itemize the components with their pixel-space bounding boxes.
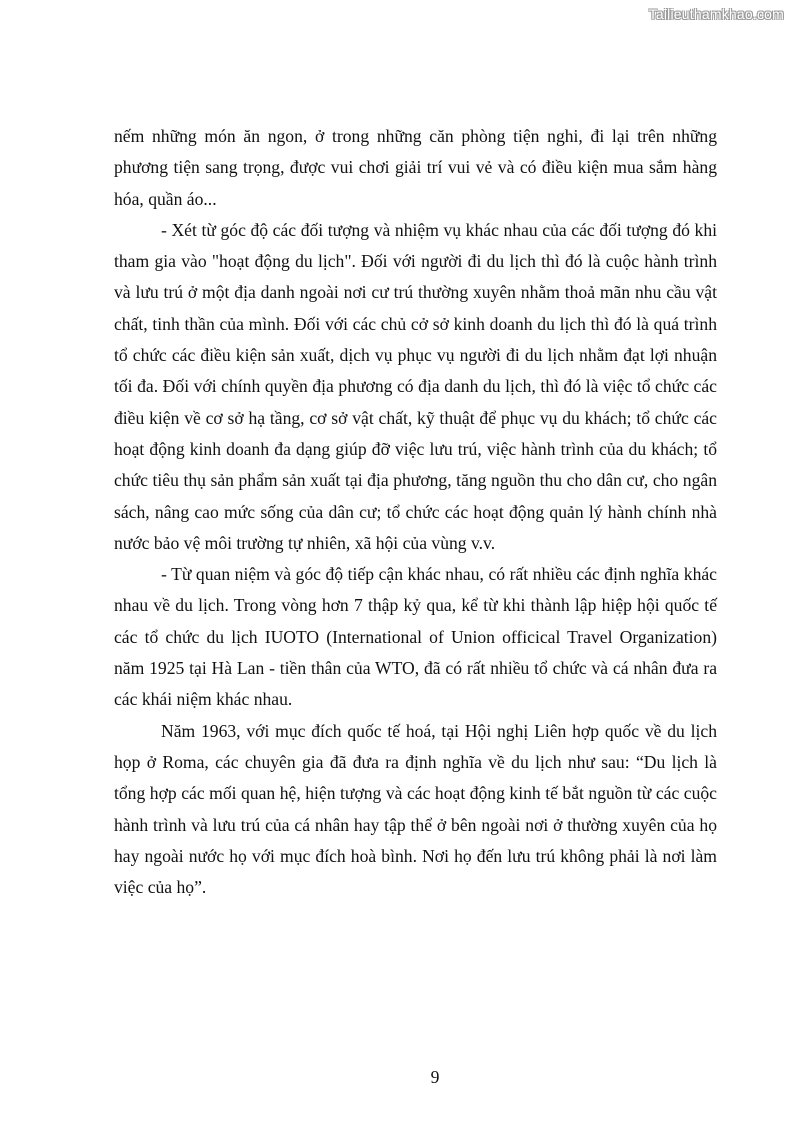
document-body	[114, 121, 717, 903]
paragraph-perspectives: - Xét từ góc độ các đối tượng và nhiệm vụ khác nhau của các đối tượng đó khi tham gia vào "hoạt động du lịch". Đối với người đi du lịch thì đó là cuộc hành trình và lưu trú ở một địa danh ngoài nơi cư trú thường xuyên nhằm thoả mãn nhu cầu vật chất, tinh thần của mình. Đối với các chủ cở sở kinh doanh du lịch thì đó là quá trình tổ chức các điều kiện sản xuất, dịch vụ phục vụ người đi du lịch nhằm đạt lợi nhuận tối đa. Đối với chính quyền địa phương có địa danh du lịch, thì đó là việc tổ chức các điều kiện về cơ sở hạ tầng, cơ sở vật chất, kỹ thuật để phục vụ du khách; tổ chức các hoạt động kinh doanh đa dạng giúp đỡ việc lưu trú, việc hành trình của du khách; tổ chức tiêu thụ sản phẩm sản xuất tại địa phương, tăng nguồn thu cho dân cư, cho ngân sách, nâng cao mức sống của dân cư; tổ chức các hoạt động quản lý hành chính nhà nước bảo vệ môi trường tự nhiên, xã hội của vùng v.v.	[114, 219, 717, 553]
paragraph-rome-1963-definition: Năm 1963, với mục đích quốc tế hoá, tại Hội nghị Liên hợp quốc về du lịch họp ở Roma, các chuyên gia đã đưa ra định nghĩa về du lịch như sau: “Du lịch là tổng hợp các mối quan hệ, hiện tượng và các hoạt động kinh tế bắt nguồn từ các cuộc hành trình và lưu trú của cá nhân hay tập thể ở bên ngoài nơi ở thường xuyên của họ hay ngoài nước họ với mục đích hoà bình. Nơi họ đến lưu trú không phải là nơi làm việc của họ”.	[114, 720, 717, 898]
page-number: 9	[430, 1067, 440, 1087]
paragraph-definitions-intro: - Từ quan niệm và góc độ tiếp cận khác nhau, có rất nhiều các định nghĩa khác nhau về du lịch. Trong vòng hơn 7 thập kỷ qua, kể từ khi thành lập hiệp hội quốc tế các tổ chức du lịch IUOTO (International of Union officical Travel Organization) năm 1925 tại Hà Lan - tiền thân của WTO, đã có rất nhiều tổ chức và cá nhân đưa ra các khái niệm khác nhau.	[114, 564, 717, 710]
watermark-text: Tailieuthamkhao.com	[648, 6, 784, 22]
paragraph-continuation: nếm những món ăn ngon, ở trong những căn phòng tiện nghi, đi lại trên những phương tiện sang trọng, được vui chơi giải trí vui vẻ và có điều kiện mua sắm hàng hóa, quần áo...	[114, 126, 717, 209]
